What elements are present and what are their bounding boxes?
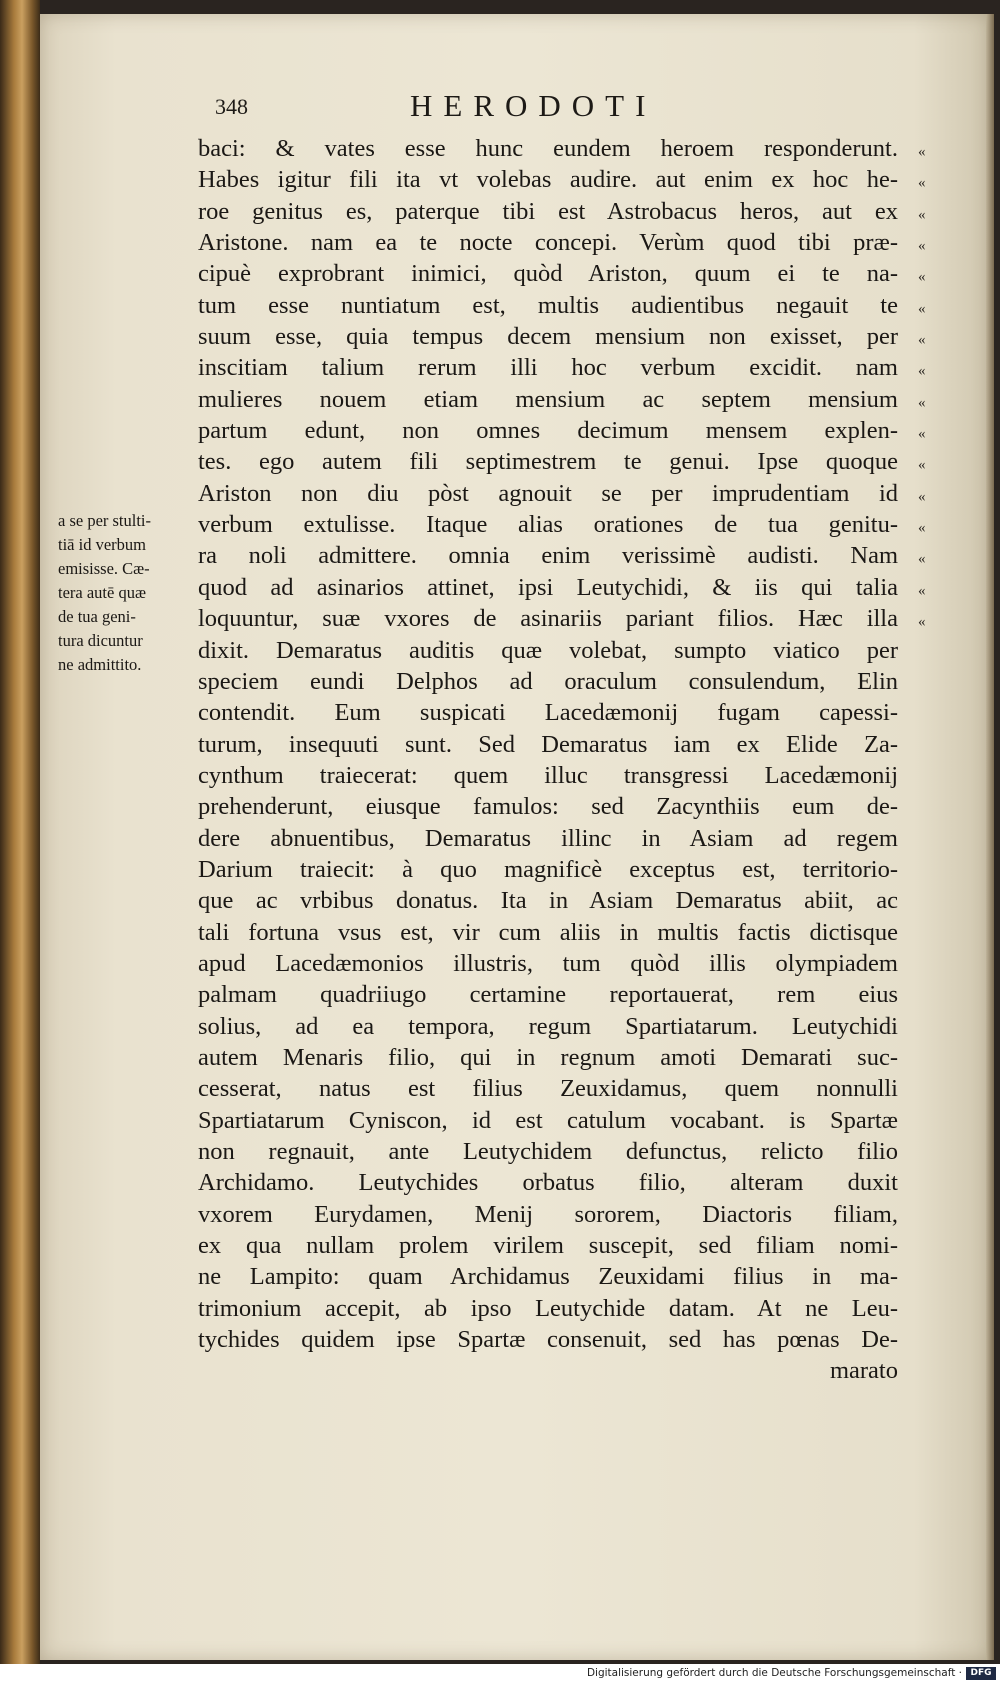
quotation-marks-column [918,137,926,639]
quotation-mark: « [918,300,926,317]
page-edge [986,14,994,1660]
running-head: HERODOTI [410,88,657,123]
text-line: tali fortuna vsus est, vir cum aliis in multis factis dictisque [198,918,898,946]
quotation-mark: « [918,551,926,568]
text-line: baci: & vates esse hunc eundem heroem responderunt. [198,135,898,162]
text-line: quod ad asinarios attinet, ipsi Leutychidi, & iis qui talia [198,573,898,601]
marginal-note-line: ne admittito. [58,655,142,674]
text-line: Aristone. nam ea te nocte concepi. Verùm quod tibi præ- [198,229,898,257]
text-line: ra noli admittere. omnia enim verissimè audisti. Nam [198,542,898,570]
text-line: autem Menaris filio, qui in regnum amoti Demarati suc- [198,1043,898,1071]
marginal-note-line: a se per stulti- [58,511,152,530]
text-line: loquuntur, suæ vxores de asinariis pariant filios. Hæc illa [198,605,898,633]
marginal-note-line: de tua geni- [58,607,136,626]
quotation-mark: « [918,520,926,537]
text-line: contendit. Eum suspicati Lacedæmonij fugam capessi- [198,699,898,727]
text-line: tum esse nuntiatum est, multis audientibus negauit te [198,291,898,319]
text-line: turum, insequuti sunt. Sed Demaratus iam ex Elide Za- [198,730,898,758]
marginal-note-line: tera autē quæ [58,583,146,602]
quotation-mark: « [918,394,926,411]
quotation-mark: « [918,582,926,599]
text-line: ne Lampito: quam Archidamus Zeuxidami filius in ma- [198,1263,898,1291]
text-line: non regnauit, ante Leutychidem defunctus, relicto filio [198,1138,898,1165]
text-line: mulieres nouem etiam mensium ac septem mensium [198,385,898,413]
marginal-note-line: emisisse. Cæ- [58,559,150,578]
text-line: trimonium accepit, ab ipso Leutychide datam. At ne Leu- [198,1294,898,1322]
text-line: cipuè exprobrant inimici, quòd Ariston, quum ei te na- [198,260,898,288]
page-header [215,88,915,128]
text-line: partum edunt, non omnes decimum mensem explen- [198,417,898,445]
text-line: speciem eundi Delphos ad oraculum consulendum, Elin [198,667,898,695]
text-line: apud Lacedæmonios illustris, tum quòd illis olympiadem [198,949,898,977]
footer-credit: Digitalisierung gefördert durch die Deutsche Forschungsgemeinschaft · [586,1667,962,1679]
footer-strip [0,1664,1000,1684]
text-line: dere abnuentibus, Demaratus illinc in Asiam ad regem [198,824,898,852]
body-text [198,133,898,1387]
text-line: Spartiatarum Cyniscon, id est catulum vocabant. is Spartæ [198,1106,898,1134]
text-line: Habes igitur fili ita vt volebas audire. aut enim ex hoc he- [198,166,898,194]
text-line: solius, ad ea tempora, regum Spartiatarum. Leutychidi [198,1012,898,1040]
text-line: verbum extulisse. Itaque alias orationes de tua genitu- [198,511,898,539]
text-line: dixit. Demaratus auditis quæ volebat, sumpto viatico per [198,636,898,664]
text-line: Darium traiecit: à quo magnificè exceptus est, territorio- [198,855,898,883]
quotation-mark: « [918,269,926,286]
marginal-note-line: tiā id verbum [58,535,146,554]
text-line: Ariston non diu pòst agnouit se per imprudentiam id [198,479,898,507]
quotation-mark: « [918,363,926,380]
quotation-mark: « [918,332,926,349]
quotation-mark: « [918,238,926,255]
text-line: tes. ego autem fili septimestrem te genui. Ipse quoque [198,448,898,476]
text-line: roe genitus es, paterque tibi est Astrobacus heros, aut ex [198,197,898,225]
book-cover-edge [0,0,40,1664]
text-line: vxorem Eurydamen, Menij sororem, Diactoris filiam, [198,1200,898,1228]
quotation-mark: « [918,488,926,505]
page-number: 348 [215,94,248,119]
quotation-mark: « [918,614,926,631]
quotation-mark: « [918,206,926,223]
marginal-note-line: tura dicuntur [58,631,143,650]
text-line: cesserat, natus est filius Zeuxidamus, quem nonnulli [198,1075,898,1103]
marginal-note [58,509,206,677]
text-line: palmam quadriiugo certamine reportauerat, rem eius [198,981,898,1009]
text-line: suum esse, quia tempus decem mensium non exisset, per [198,323,898,351]
text-line: cynthum traiecerat: quem illuc transgressi Lacedæmonij [198,761,898,789]
text-line: inscitiam talium rerum illi hoc verbum excidit. nam [198,354,898,382]
quotation-mark: « [918,144,926,160]
quotation-mark: « [918,457,926,474]
text-line: marato [829,1357,898,1385]
text-line: ex qua nullam prolem virilem suscepit, sed filiam nomi- [198,1232,898,1260]
dfg-logo: DFG [966,1667,996,1680]
text-line: Archidamo. Leutychides orbatus filio, alteram duxit [198,1169,898,1197]
quotation-mark: « [918,175,926,192]
quotation-mark: « [918,426,926,443]
text-line: prehenderunt, eiusque famulos: sed Zacynthiis eum de- [198,793,898,821]
text-line: tychides quidem ipse Spartæ consenuit, sed has pœnas De- [198,1326,898,1354]
text-line: que ac vrbibus donatus. Ita in Asiam Demaratus abiit, ac [198,887,898,915]
